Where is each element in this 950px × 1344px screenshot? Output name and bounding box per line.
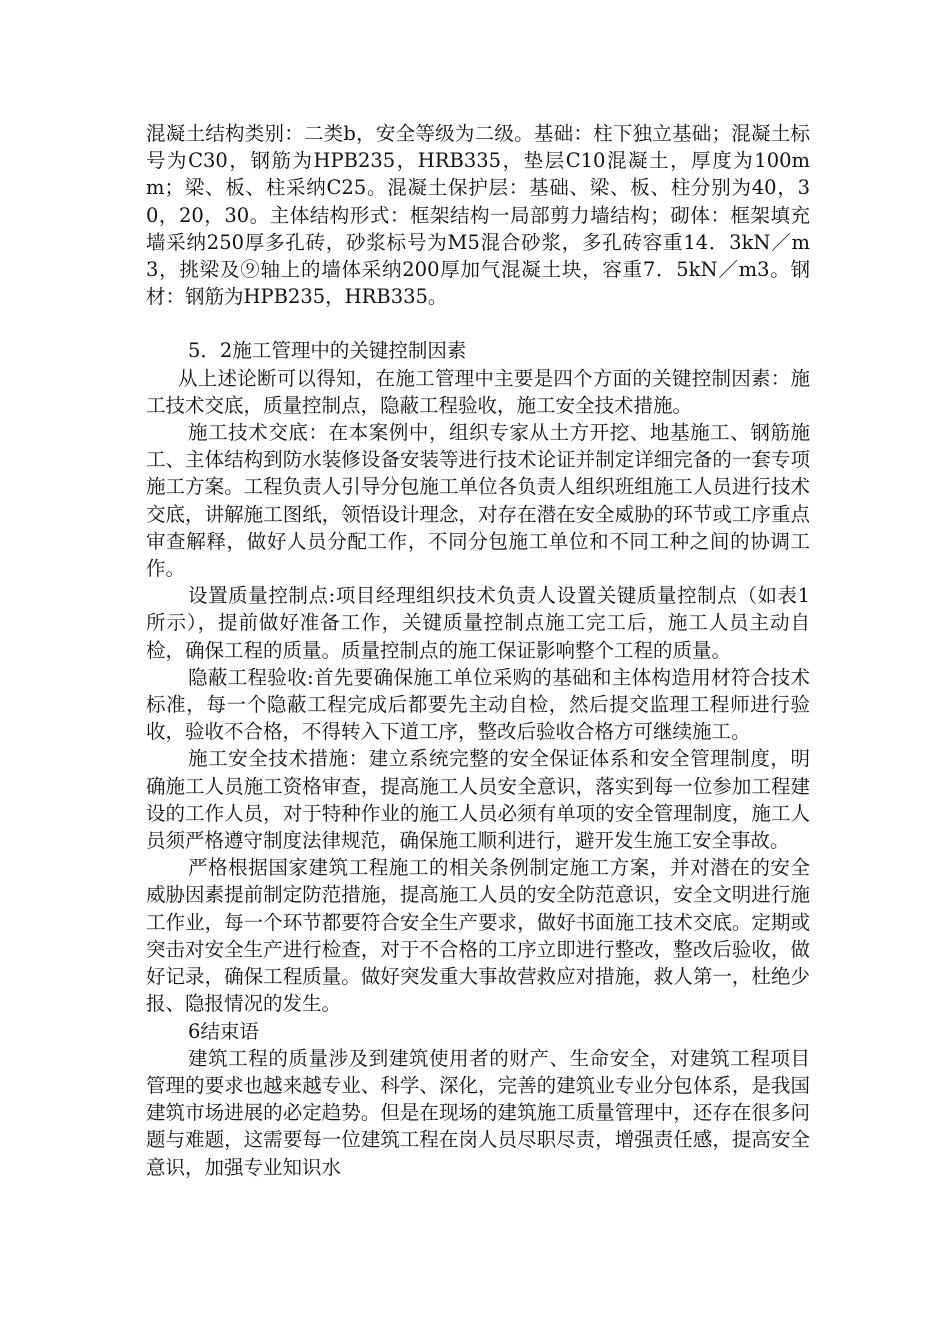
paragraph-conclusion: 建筑工程的质量涉及到建筑使用者的财产、生命安全，对建筑工程项目管理的要求也越来越专业、科学、深化，完善的建筑业专业分包体系，是我国建筑市场进展的必定趋势。但是在现场的建筑施工质量管理中，还存在很多问题与难题，这需要每一位建筑工程在岗人员尽职尽责，增强责任感，提高安全意识，加强专业知识水 bbox=[146, 1046, 810, 1179]
paragraph-construction-plan: 严格根据国家建筑工程施工的相关条例制定施工方案，并对潜在的安全威胁因素提前制定防范措施，提高施工人员的安全防范意识，安全文明进行施工作业，每一个环节都要符合安全生产要求，做好书面施工技术交底。定期或突击对安全生产进行检查，对于不合格的工序立即进行整改，整改后验收，做好记录，确保工程质量。做好突发重大事故营救应对措施，救人第一，杜绝少报、隐报情况的发生。 bbox=[146, 856, 810, 1016]
paragraph-technical-briefing: 施工技术交底：在本案例中，组织专家从土方开挖、地基施工、钢筋施工、主体结构到防水装修设备安装等进行技术论证并制定详细完备的一套专项施工方案。工程负责人引导分包施工单位各负责人组织班组施工人员进行技术交底，讲解施工图纸，领悟设计理念，对存在潜在安全威胁的环节或工序重点审查解释，做好人员分配工作，不同分包施工单位和不同工种之间的协调工作。 bbox=[146, 421, 810, 581]
section-heading-5-2: 5．2施工管理中的关键控制因素 bbox=[188, 339, 467, 363]
paragraph-quality-control-points: 设置质量控制点:项目经理组织技术负责人设置关键质量控制点（如表1所示），提前做好准备工作，关键质量控制点施工完工后，施工人员主动自检，确保工程的质量。质量控制点的施工保证影响整个工程的质量。 bbox=[146, 584, 810, 662]
section-heading-6: 6结束语 bbox=[188, 1019, 259, 1043]
paragraph-key-factors: 从上述论断可以得知，在施工管理中主要是四个方面的关键控制因素：施工技术交底，质量控制点，隐蔽工程验收，施工安全技术措施。 bbox=[146, 366, 810, 417]
document-page bbox=[146, 120, 810, 1181]
paragraph-structure-spec: 混凝土结构类别：二类b，安全等级为二级。基础：柱下独立基础；混凝土标号为C30，钢筋为HPB235，HRB335，垫层C10混凝土，厚度为100mm；梁、板、柱采纳C25。混凝土保护层：基础、梁、板、柱分别为40，30，20，30。主体结构形式：框架结构一局部剪力墙结构；砌体：框架填充墙采纳250厚多孔砖，砂浆标号为M5混合砂浆，多孔砖容重14．3kN／m3，挑梁及⑨轴上的墙体采纳200厚加气混凝土块，容重7．5kN／m3。钢材：钢筋为HPB235，HRB335。 bbox=[146, 122, 810, 309]
paragraph-concealed-works: 隐蔽工程验收:首先要确保施工单位采购的基础和主体构造用材符合技术标准，每一个隐蔽工程完成后都要先主动自检，然后提交监理工程师进行验收，验收不合格，不得转入下道工序，整改后验收合格方可继续施工。 bbox=[146, 665, 810, 744]
paragraph-safety-measures: 施工安全技术措施：建立系统完整的安全保证体系和安全管理制度，明确施工人员施工资格审查，提高施工人员安全意识，落实到每一位参加工程建设的工作人员，对于特种作业的施工人员必须有单项的安全管理制度，施工人员须严格遵守制度法律规范，确保施工顺利进行，避开发生施工安全事故。 bbox=[146, 747, 810, 853]
paragraph-gap bbox=[146, 310, 810, 337]
